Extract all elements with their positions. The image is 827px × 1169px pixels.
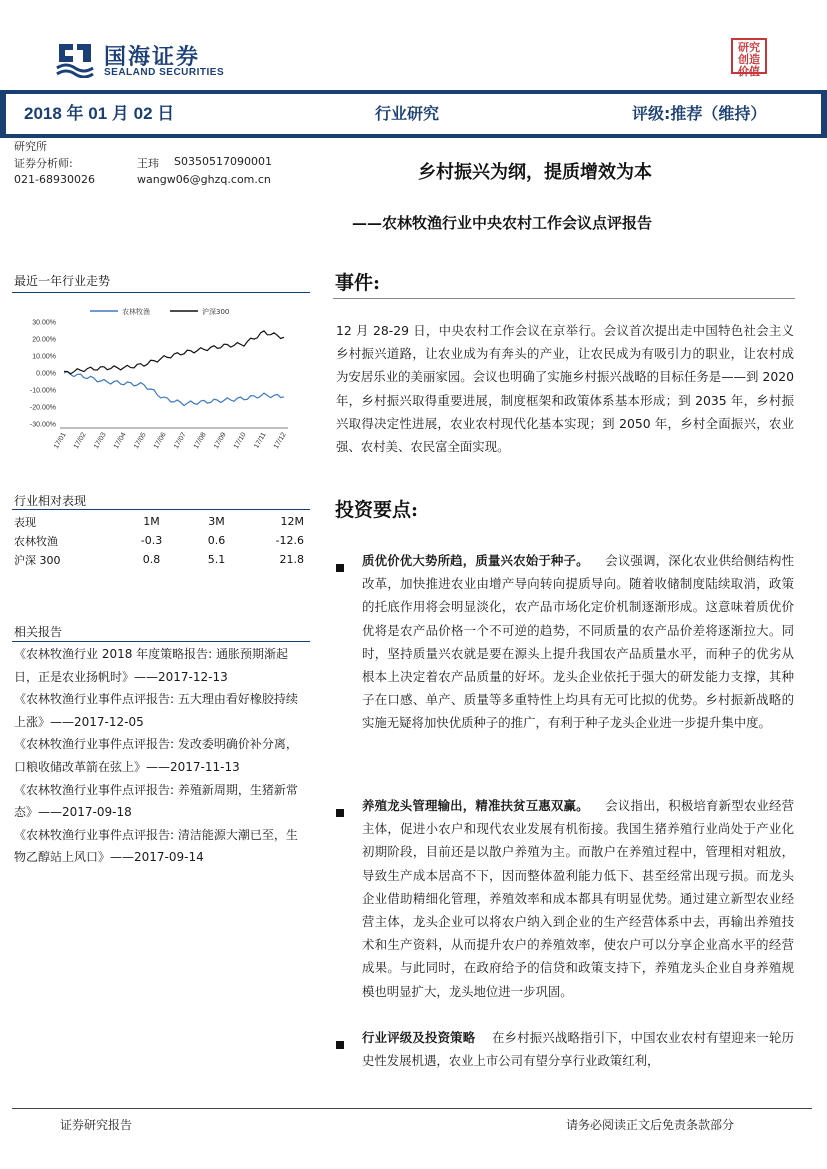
footer-rule xyxy=(12,1108,812,1109)
related-report-item[interactable]: 《农林牧渔行业事件点评报告: 养殖新周期，生猪新常态》——2017-09-18 xyxy=(14,782,298,820)
related-rule xyxy=(12,641,310,642)
bullet-square-icon xyxy=(336,809,344,817)
y-tick-label: 30.00% xyxy=(32,319,56,327)
table-cell: 3M xyxy=(208,515,225,528)
y-tick-label: -20.00% xyxy=(29,404,56,412)
point-title: 质优价优大势所趋，质量兴农始于种子。 xyxy=(362,553,589,568)
investment-point xyxy=(362,549,794,735)
performance-table xyxy=(14,512,304,569)
trend-chart xyxy=(12,296,302,456)
table-cell: -12.6 xyxy=(275,534,304,547)
x-tick-label: 17/08 xyxy=(192,431,208,451)
investment-heading: 投资要点: xyxy=(335,499,419,521)
table-cell: 21.8 xyxy=(279,553,304,566)
report-subtitle: ——农林牧渔行业中央农村工作会议点评报告 xyxy=(352,214,653,232)
investment-point xyxy=(362,1026,794,1072)
y-tick-label: 10.00% xyxy=(32,353,56,361)
bullet-marker xyxy=(336,1034,356,1053)
y-tick-label: 0.00% xyxy=(36,370,56,378)
related-report-item[interactable]: 《农林牧渔行业事件点评报告: 五大理由看好橡胶持续上涨》——2017-12-05 xyxy=(14,692,298,729)
legend-label: 沪深300 xyxy=(202,308,230,316)
x-tick-label: 17/02 xyxy=(72,431,88,451)
investment-point xyxy=(362,794,794,1003)
report-rating: 评级:推荐（维持） xyxy=(632,104,767,123)
point-text: 会议强调，深化农业供给侧结构性改革，加快推进农业由增产导向转向提质导向。随着收储制度陆续取消，政策的托底作用将会明显淡化，农产品市场化定价机制逐渐形成。这意味着质优价优将是农产品价格一个不可逆的趋势，不同质量的农产品价差将逐渐拉大。同时，坚持质量兴农就是要在源头上提升我国农产品质量水平，而种子的优劣从根本上决定着农产品质量的好坏。龙头企业依托于强大的研发能力支撑，其种子在口感、单产、质量等多重特性上均具有无可比拟的优势。乡村振新战略的实施无疑将加快优质种子的推广，有利于种子龙头企业进一步提升集中度。 xyxy=(362,553,794,731)
performance-rule xyxy=(12,509,310,510)
event-rule xyxy=(333,298,795,299)
analyst-license: S0350517090001 xyxy=(174,155,272,168)
event-heading: 事件: xyxy=(335,272,381,294)
table-row xyxy=(14,512,304,531)
brand-name-en: SEALAND SECURITIES xyxy=(104,67,225,78)
bullet-marker xyxy=(336,557,356,576)
x-tick-label: 17/04 xyxy=(112,431,128,451)
point-text: 会议指出，积极培育新型农业经营主体，促进小农户和现代农业发展有机衔接。我国生猪养殖行业尚处于产业化初期阶段，目前还是以散户养殖为主。而散户在养殖过程中，管理相对粗放，导致生产成本居高不下，因而整体盈利能力低下、甚至经常出现亏损。而龙头企业借助精细化管理，养殖效率和成本都具有明显优势。通过建立新型农业经营主体，龙头企业可以将农户纳入到企业的生产经营体系中去，再输出养殖技术和生产资料，从而提升农户的养殖效率，使农户可以分享企业高水平的经营成果。与此同时，在政府给予的信贷和政策支持下，养殖龙头企业自身养殖规模也明显扩大，龙头地位进一步巩固。 xyxy=(362,798,794,999)
report-date: 2018 年 01 月 02 日 xyxy=(24,104,175,123)
y-tick-label: -30.00% xyxy=(29,421,56,429)
performance-heading: 行业相对表现 xyxy=(14,494,87,508)
related-report-item[interactable]: 《农林牧渔行业事件点评报告: 清洁能源大潮已至，生物乙醇站上风口》——2017-09-14 xyxy=(14,827,298,865)
series-line-1 xyxy=(64,331,284,374)
table-cell: 0.8 xyxy=(142,553,161,566)
table-cell: 1M xyxy=(143,515,160,528)
report-category: 行业研究 xyxy=(375,104,440,123)
analyst-email[interactable]: wangw06@ghzq.com.cn xyxy=(137,173,271,186)
analyst-name: 王玮 xyxy=(137,157,159,170)
analyst-phone: 021-68930026 xyxy=(14,173,95,186)
table-cell: 12M xyxy=(280,515,304,528)
bullet-square-icon xyxy=(336,564,344,572)
report-title: 乡村振兴为纲，提质增效为本 xyxy=(418,162,652,183)
table-cell: 5.1 xyxy=(207,553,226,566)
research-stamp: 研究创造价值 xyxy=(731,38,767,74)
table-cell: -0.3 xyxy=(140,534,163,547)
sealand-logo-icon xyxy=(55,38,95,78)
table-cell: 表现 xyxy=(14,515,36,529)
bullet-marker xyxy=(336,802,356,821)
trend-heading: 最近一年行业走势 xyxy=(14,274,111,288)
x-tick-label: 17/11 xyxy=(253,431,268,450)
related-report-item[interactable]: 《农林牧渔行业事件点评报告: 发改委明确价补分离，口粮收储改革箭在弦上》——2017-11-13 xyxy=(14,737,298,774)
footer-right: 请务必阅读正文后免责条款部分 xyxy=(566,1118,735,1132)
y-tick-label: -10.00% xyxy=(29,387,56,395)
point-text: 在乡村振兴战略指引下，中国农业农村有望迎来一轮历史性发展机遇，农业上市公司有望分享行业政策红利， xyxy=(362,1030,795,1069)
x-tick-label: 17/12 xyxy=(272,431,288,451)
trend-rule xyxy=(12,292,310,293)
legend-label: 农林牧渔 xyxy=(122,308,150,316)
point-title: 养殖龙头管理输出，精准扶贫互惠双赢。 xyxy=(362,798,589,813)
table-row xyxy=(14,531,304,550)
related-list xyxy=(14,643,308,869)
table-cell: 0.6 xyxy=(207,534,226,547)
related-heading: 相关报告 xyxy=(14,625,63,639)
table-cell: 沪深 300 xyxy=(14,553,61,567)
x-tick-label: 17/10 xyxy=(232,431,248,451)
x-tick-label: 17/05 xyxy=(132,431,148,451)
footer-left: 证券研究报告 xyxy=(60,1118,133,1132)
x-tick-label: 17/06 xyxy=(152,431,168,451)
brand-name-cn: 国海证券 xyxy=(104,44,201,70)
table-row xyxy=(14,550,304,569)
dept-label: 研究所 xyxy=(14,140,47,153)
point-title: 行业评级及投资策略 xyxy=(362,1030,476,1045)
event-text: 12 月 28-29 日，中央农村工作会议在京举行。会议首次提出走中国特色社会主义乡村振兴道路，让农业成为有奔头的产业，让农民成为有吸引力的职业，让农村成为安居乐业的美丽家园。会议也明确了实施乡村振兴战略的目标任务是——到 2020 年，乡村振兴取得重要进展，制度框架和政策体系基本形成；到 2035 年，乡村振兴取得决定性进展，农业农村现代化基本实现；到 2050 年，乡村全面振兴，农业强、农村美、农民富全面实现。 xyxy=(336,323,794,455)
x-tick-label: 17/03 xyxy=(92,431,108,451)
y-tick-label: 20.00% xyxy=(32,336,56,344)
bullet-square-icon xyxy=(336,1041,344,1049)
related-report-item[interactable]: 《农林牧渔行业 2018 年度策略报告: 通胀预期渐起日，正是农业扬帆时》——2017-12-13 xyxy=(14,647,289,684)
x-tick-label: 17/09 xyxy=(212,431,228,451)
x-tick-label: 17/07 xyxy=(172,431,188,451)
table-cell: 农林牧渔 xyxy=(14,534,58,548)
series-line-0 xyxy=(64,372,284,406)
analyst-role: 证券分析师: xyxy=(14,157,73,170)
x-tick-label: 17/01 xyxy=(52,431,68,451)
